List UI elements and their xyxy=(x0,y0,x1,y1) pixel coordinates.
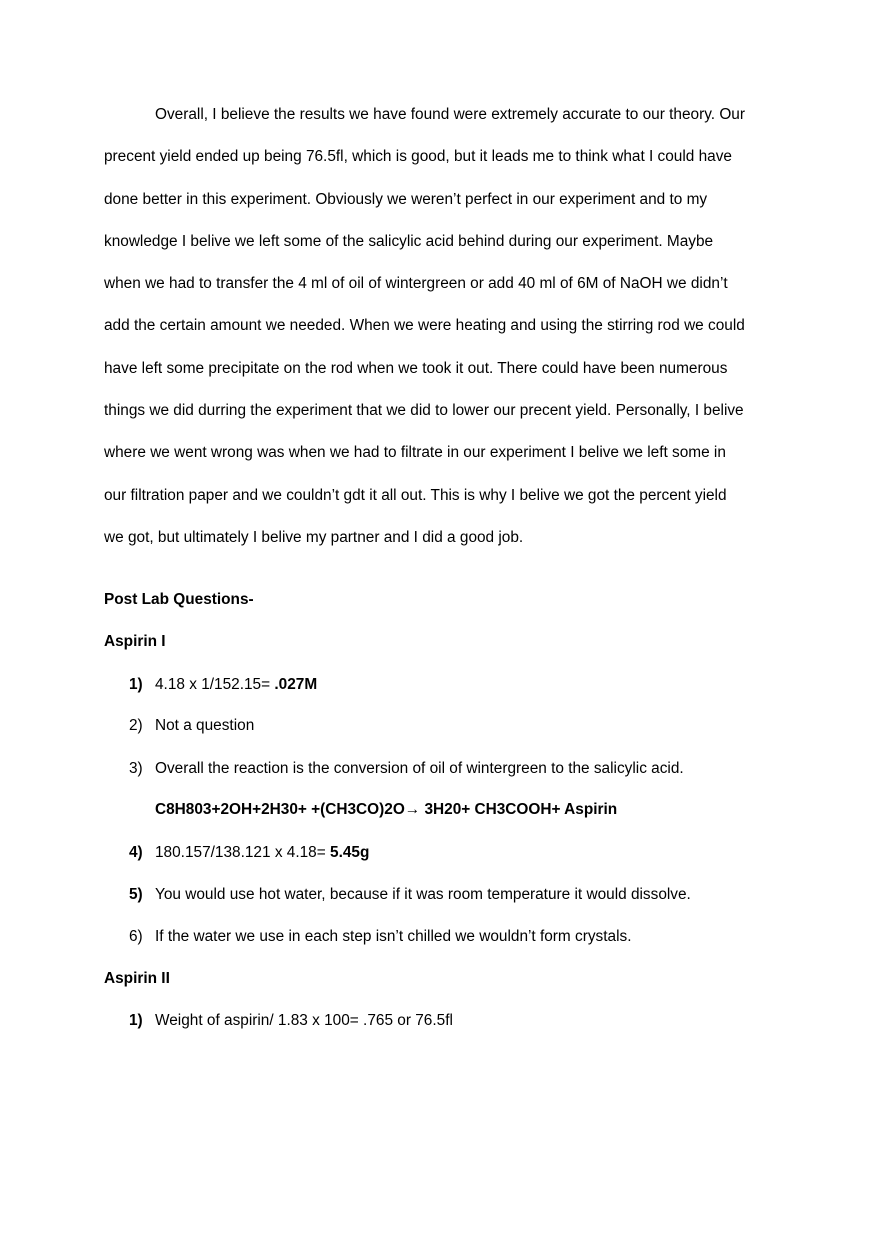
paragraph-line: have left some precipitate on the rod when we took it out. There could have been numerous xyxy=(104,359,728,377)
item-number: 4) xyxy=(129,844,143,861)
item-text: Overall the reaction is the conversion of oil of wintergreen to the salicylic acid. xyxy=(155,760,684,777)
paragraph-line: we got, but ultimately I belive my partner and I did a good job. xyxy=(104,528,524,546)
paragraph-line: Overall, I believe the results we have found were extremely accurate to our theory. Our xyxy=(155,106,745,123)
item-text: 4.18 x 1/152.15= .027M xyxy=(155,676,318,693)
item-number: 1) xyxy=(129,1012,143,1029)
paragraph-line: things we did durring the experiment that we did to lower our precent yield. Personally, I belive xyxy=(104,402,744,420)
reaction-arrow-icon: → xyxy=(404,801,421,818)
conclusion-paragraph xyxy=(104,100,784,565)
item-number: 2) xyxy=(129,717,143,734)
item-number: 1) xyxy=(129,676,143,693)
item-answer: .027M xyxy=(274,676,318,693)
item-number: 3) xyxy=(129,760,143,777)
item-text: 180.157/138.121 x 4.18= 5.45g xyxy=(155,844,370,861)
item-text: Not a question xyxy=(155,717,255,734)
item-answer: 5.45g xyxy=(330,844,370,861)
item-number: 5) xyxy=(129,886,143,903)
paragraph-line: knowledge I belive we left some of the salicylic acid behind during our experiment. Maybe xyxy=(104,232,714,250)
post-lab-heading: Post Lab Questions- xyxy=(104,591,254,608)
aspirin-1-heading: Aspirin I xyxy=(104,633,166,650)
item-text: Weight of aspirin/ 1.83 x 100= .765 or 76.5fl xyxy=(155,1012,453,1029)
reaction-equation xyxy=(155,800,617,820)
paragraph-line: our filtration paper and we couldn’t gdt it all out. This is why I belive we got the percent yield xyxy=(104,486,727,504)
paragraph-line: when we had to transfer the 4 ml of oil of wintergreen or add 40 ml of 6M of NaOH we didn’t xyxy=(104,275,728,293)
item-number: 6) xyxy=(129,928,143,945)
paragraph-line: precent yield ended up being 76.5fl, which is good, but it leads me to think what I could have xyxy=(104,148,732,166)
aspirin-2-heading: Aspirin II xyxy=(104,970,170,987)
paragraph-line: where we went wrong was when we had to filtrate in our experiment I belive we left some in xyxy=(104,444,726,462)
item-text: You would use hot water, because if it was room temperature it would dissolve. xyxy=(155,886,691,903)
equation-products: 3H20+ CH3COOH+ Aspirin xyxy=(420,801,618,818)
item-text: If the water we use in each step isn’t chilled we wouldn’t form crystals. xyxy=(155,928,632,945)
equation-reactants: C8H803+2OH+2H30+ +(CH3CO)2O xyxy=(155,801,405,818)
paragraph-line: done better in this experiment. Obviously we weren’t perfect in our experiment and to my xyxy=(104,190,708,208)
paragraph-line: add the certain amount we needed. When we were heating and using the stirring rod we could xyxy=(104,317,745,335)
